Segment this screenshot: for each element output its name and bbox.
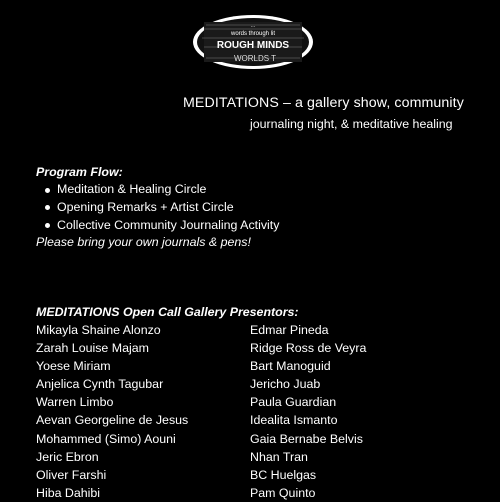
presenter-name: Yoese Miriam: [36, 359, 111, 374]
presenter-name: Ridge Ross de Veyra: [250, 341, 367, 356]
presenters-section: [36, 304, 367, 500]
bullet-icon: [45, 223, 50, 228]
presenter-name: Hiba Dahibi: [36, 485, 101, 500]
bullet-icon: [45, 205, 50, 210]
logo-line-3: ROUGH MINDS: [216, 40, 290, 51]
program-item-label: Collective Community Journaling Activity: [57, 217, 280, 232]
program-item-label: Opening Remarks + Artist Circle: [57, 199, 234, 214]
presenter-name: Jeric Ebron: [36, 449, 99, 464]
program-item: [36, 217, 279, 235]
presenter-name: Oliver Farshi: [36, 467, 107, 482]
bullet-icon: [45, 188, 50, 193]
presenter-name: Zarah Louise Majam: [36, 341, 149, 356]
logo-emblem: [192, 14, 314, 70]
event-subtitle: journaling night, & meditative healing: [250, 117, 453, 131]
program-item: [36, 181, 279, 199]
presenters-heading: MEDITATIONS Open Call Gallery Presentors:: [36, 305, 299, 319]
presenter-name: Anjelica Cynth Tagubar: [36, 377, 164, 392]
logo-line-4: WORLDS T: [233, 54, 277, 63]
presenter-name: Mikayla Shaine Alonzo: [36, 323, 161, 337]
logo-line-1: ...: [250, 23, 256, 29]
logo: [192, 14, 314, 70]
presenter-name: Edmar Pineda: [250, 323, 329, 337]
presenter-name: Warren Limbo: [36, 395, 114, 410]
presenters-left-column: [36, 321, 188, 502]
presenter-name: Idealita Ismanto: [250, 413, 338, 428]
presenter-name: Aevan Georgeline de Jesus: [36, 413, 189, 428]
program-flow-section: [36, 164, 279, 251]
program-heading: Program Flow:: [36, 165, 123, 179]
presenter-name: Jericho Juab: [250, 377, 321, 392]
event-title: MEDITATIONS – a gallery show, community: [183, 95, 464, 111]
program-item-label: Meditation & Healing Circle: [57, 182, 207, 196]
logo-line-2: words through lit: [230, 31, 276, 37]
presenters-right-column: [250, 321, 366, 502]
presenter-name: Nhan Tran: [250, 449, 308, 464]
program-item: [36, 199, 279, 217]
presenter-name: Mohammed (Simo) Aouni: [36, 431, 176, 446]
program-note: Please bring your own journals & pens!: [36, 235, 251, 250]
presenter-name: Pam Quinto: [250, 485, 316, 500]
presenter-name: Bart Manoguid: [250, 359, 331, 374]
presenter-name: Gaia Bernabe Belvis: [250, 431, 363, 446]
presenter-name: BC Huelgas: [250, 467, 317, 482]
program-list: [36, 181, 279, 234]
presenter-name: Paula Guardian: [250, 395, 337, 410]
